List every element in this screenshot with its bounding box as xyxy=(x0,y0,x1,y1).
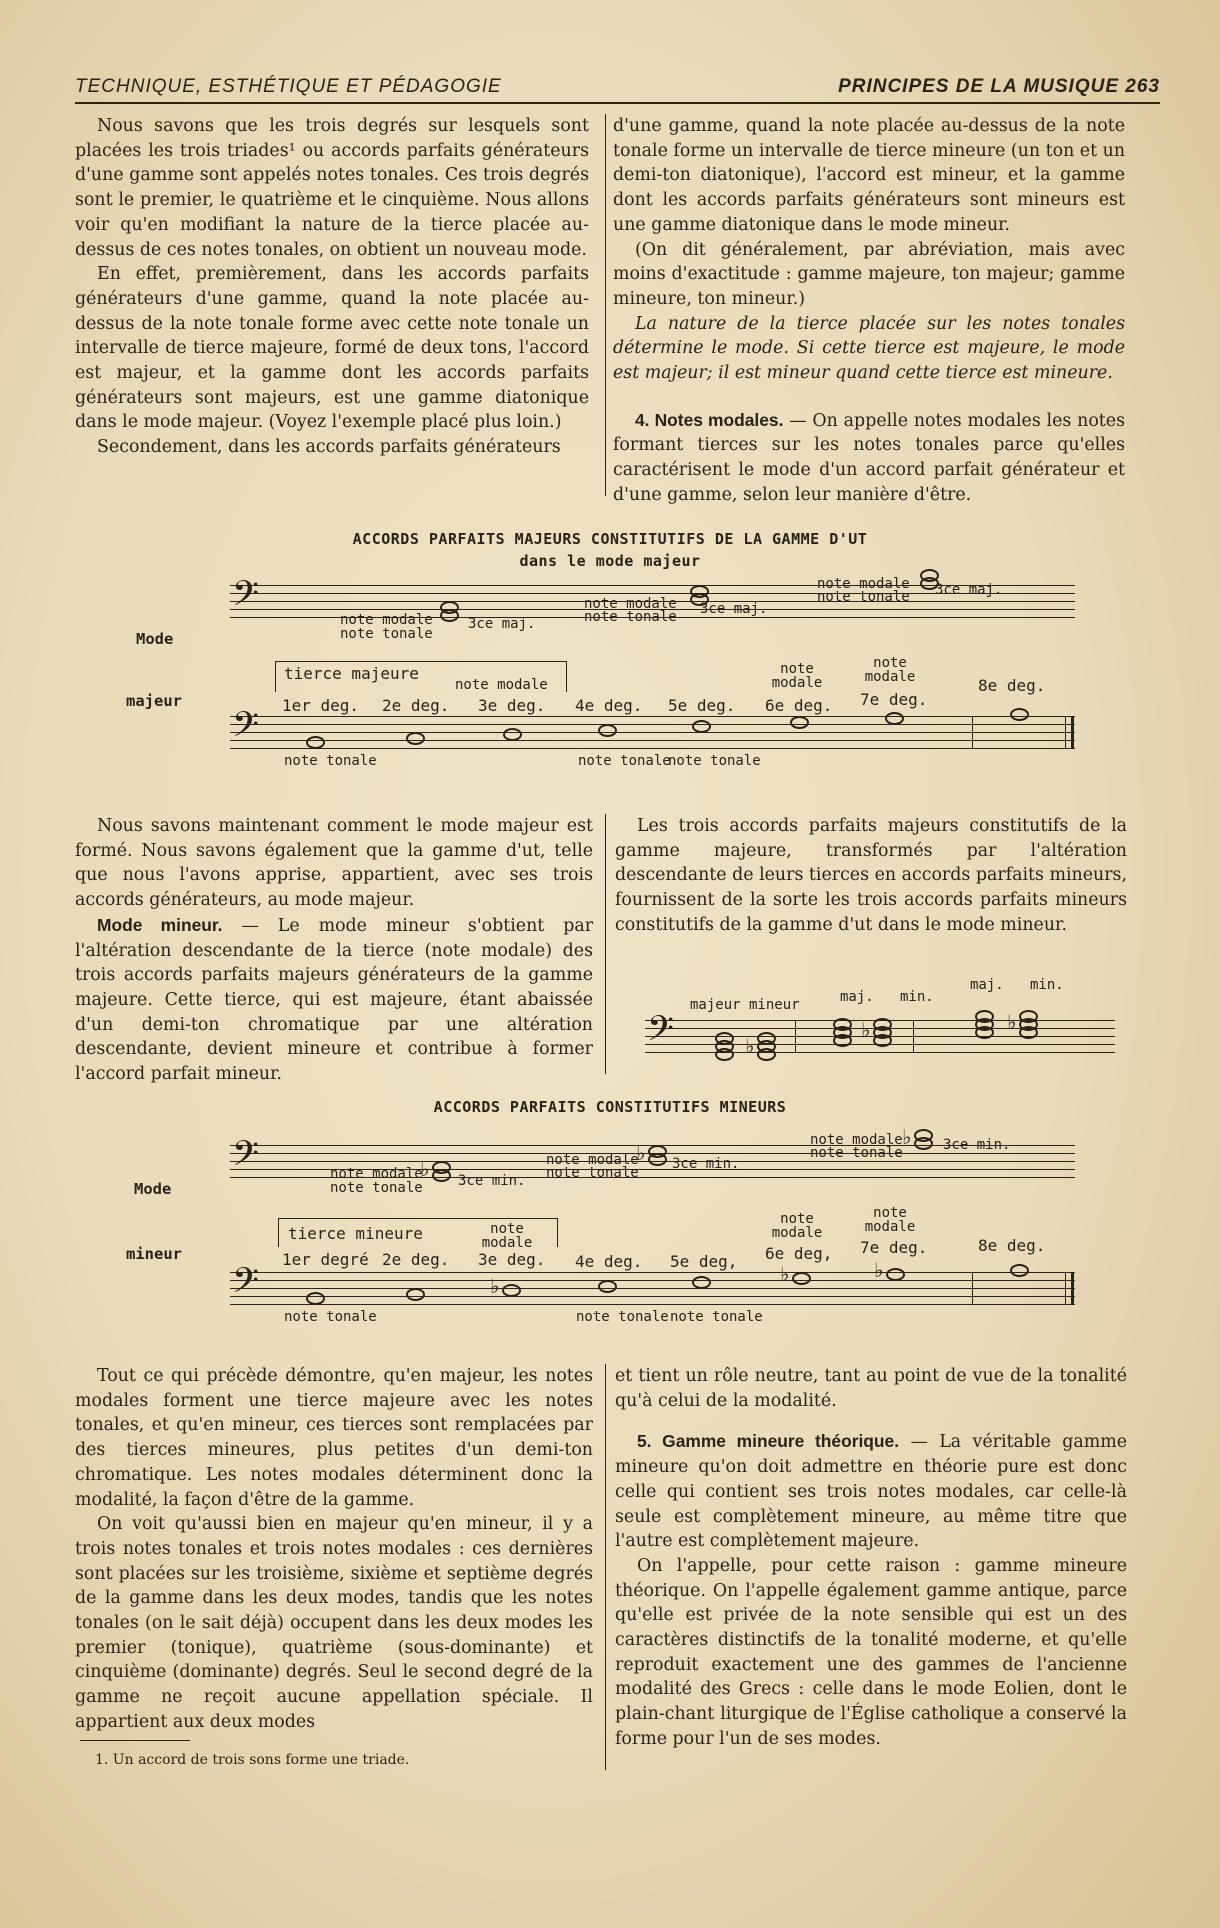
degree-label: 1er degré xyxy=(282,1250,369,1269)
flat-icon: ♭ xyxy=(420,1157,430,1181)
paragraph: (On dit généralement, par abréviation, mais avec moins d'exactitude : gamme majeure, ton majeur; gamme mineure, ton mineur.) xyxy=(613,239,1125,309)
chord-note xyxy=(920,569,939,582)
note-tonale-label: note tonale xyxy=(817,589,910,605)
scale-note xyxy=(1010,1264,1029,1277)
note-tonale-label xyxy=(668,754,761,768)
note-modale-label: note modale xyxy=(810,1132,903,1148)
paragraph: On l'appelle, pour cette raison : gamme mineure théorique. On l'appelle également gamme antique, parce qu'elle est privée de la note sensible qui est un des caractères distinctifs de la tonalité moderne, et qu'elle reproduit exactement une des gammes de l'ancienne modalité des Grecs : celle dans le mode Eolien, dont le plain-chant liturgique de l'Église catholique a conservé la forme pour l'un de ses modes. xyxy=(615,1555,1127,1749)
chord-note xyxy=(914,1129,933,1142)
column-divider xyxy=(605,1364,606,1770)
degree-label: 4e deg. xyxy=(575,1252,643,1271)
scale-note xyxy=(598,724,617,737)
barline xyxy=(972,1272,973,1304)
note-modale-label: note modale xyxy=(330,1166,423,1182)
note-modale-label: note modale xyxy=(771,1211,823,1241)
section-heading: Mode mineur. xyxy=(97,914,223,935)
flat-icon: ♭ xyxy=(861,1018,871,1042)
note-tonale-text: note tonale xyxy=(578,753,671,769)
mode-label: Mode xyxy=(136,630,174,648)
degree-label: 6e deg, xyxy=(765,1244,833,1263)
barline xyxy=(795,1020,796,1052)
paragraph: — La véritable gamme mineure qu'on doit admettre en théorie pure est donc celle qui contient ses trois notes modales, car celle-là seule est complètement mineure, au même titre que l'autre est complètement majeure. xyxy=(615,1432,1128,1552)
column-divider xyxy=(605,814,606,1074)
note-tonale-label: note tonale xyxy=(330,1180,423,1196)
note-modale-label: note modale xyxy=(546,1152,639,1168)
degree-label: 3e deg. xyxy=(478,1250,546,1269)
bass-clef-icon: 𝄢 xyxy=(232,573,260,622)
scale-note xyxy=(885,712,904,725)
scale-note xyxy=(306,1292,325,1305)
paragraph: Secondement, dans les accords parfaits générateurs xyxy=(97,437,561,458)
paragraph: Tout ce qui précède démontre, qu'en majeur, les notes modales forment une tierce majeure avec les notes tonales, et qu'en mineur, ces tierces sont remplacées par des tierces mineures, plus petites d'un demi-ton chromatique. Les notes modales déterminent donc la modalité, la façon d'être de la gamme. xyxy=(75,1366,593,1510)
degree-label: 8e deg. xyxy=(978,1236,1046,1255)
example-2-title: ACCORDS PARFAITS CONSTITUTIFS MINEURS xyxy=(433,1098,787,1116)
flat-icon: ♭ xyxy=(636,1141,646,1165)
final-barline xyxy=(1071,716,1074,748)
chord-label: min. xyxy=(900,989,934,1005)
scale-note xyxy=(406,1288,425,1301)
mode-label: Mode xyxy=(134,1180,172,1198)
scale-note xyxy=(502,1284,521,1297)
paragraph: — On appelle notes modales les notes formant tierces sur les notes tonales parce qu'elles caractérisent le mode d'un accord parfait générateur et d'une gamme, selon leur manière d'être. xyxy=(613,410,1126,505)
example-1-title: ACCORDS PARFAITS MAJEURS CONSTITUTIFS DE LA GAMME D'UT xyxy=(352,530,868,548)
staff-major-minor-chords xyxy=(645,1008,1115,1062)
page-number: 263 xyxy=(1125,76,1160,97)
note-tonale-label xyxy=(284,1310,377,1324)
degree-label: 7e deg. xyxy=(860,690,928,709)
note-modale-label: note modale xyxy=(864,655,916,685)
third-label: 3ce maj. xyxy=(935,582,1003,598)
section-heading: 4. Notes modales. xyxy=(635,409,784,430)
note-tonale-text: note tonale xyxy=(576,1309,669,1325)
bass-clef-icon: 𝄢 xyxy=(232,704,260,753)
chord-note xyxy=(690,585,709,598)
mode-label: majeur xyxy=(126,692,182,710)
barline xyxy=(1065,1272,1066,1304)
paragraph: et tient un rôle neutre, tant au point de vue de la tonalité qu'à celui de la modalité. xyxy=(615,1366,1127,1411)
chord-note xyxy=(432,1161,451,1174)
chord-note xyxy=(440,601,459,614)
note-tonale-text: note tonale xyxy=(284,1309,377,1325)
third-label: 3ce maj. xyxy=(700,601,768,617)
flat-icon: ♭ xyxy=(490,1274,500,1298)
degree-label: 5e deg, xyxy=(670,1252,738,1271)
scale-note xyxy=(503,728,522,741)
third-label: 3ce min. xyxy=(943,1137,1011,1153)
third-label: 3ce min. xyxy=(458,1173,526,1189)
third-label: 3ce min. xyxy=(672,1156,740,1172)
paragraph: La nature de la tierce placée sur les notes tonales détermine le mode. Si cette tierce est majeure, le mode est majeur; il est mineur quand cette tierce est mineure. xyxy=(613,313,1125,384)
paragraph: En effet, premièrement, dans les accords parfaits générateurs d'une gamme, quand la note placée au-dessus de la note tonale forme avec cette note tonale un intervalle de tierce majeure, formé de deux tons, l'accord est majeur, et la gamme dont les accords parfaits générateurs sont majeurs, est une gamme diatonique dans le mode majeur. (Voyez l'exemple placé plus loin.) xyxy=(75,264,589,433)
degree-label: 8e deg. xyxy=(978,676,1046,695)
third-label: 3ce maj. xyxy=(468,616,536,632)
note-tonale-label: note tonale xyxy=(584,609,677,625)
mode-label: mineur xyxy=(126,1245,182,1263)
paragraph: — Le mode mineur s'obtient par l'altération descendante de la tierce (note modale) des trois accords parfaits majeurs générateurs de la gamme majeure. Cette tierce, qui est majeure, étant abaissée d'un demi-ton chromatique par une altération descendante, devient mineure et contribue à former l'accord parfait mineur. xyxy=(75,915,594,1085)
note-tonale-label xyxy=(670,1310,763,1324)
scale-note xyxy=(886,1268,905,1281)
note-tonale-text: note tonale xyxy=(670,1309,763,1325)
barline xyxy=(1065,716,1066,748)
header-right xyxy=(838,76,1160,98)
header-left: TECHNIQUE, ESTHÉTIQUE ET PÉDAGOGIE xyxy=(75,76,502,97)
tierce-label: tierce majeure xyxy=(284,664,419,683)
flat-icon: ♭ xyxy=(874,1258,884,1282)
example-1-subtitle: dans le mode majeur xyxy=(519,552,701,570)
chord-note xyxy=(648,1145,667,1158)
section-5 xyxy=(615,1429,1127,1554)
degree-label: 5e deg. xyxy=(668,696,736,715)
chord-label: majeur mineur xyxy=(690,997,800,1013)
top-right-column xyxy=(613,114,1125,508)
bottom-left-column xyxy=(75,1364,593,1735)
scale-note xyxy=(792,1272,811,1285)
flat-icon: ♭ xyxy=(745,1034,755,1058)
section-4 xyxy=(613,408,1125,508)
degree-label: 2e deg. xyxy=(382,696,450,715)
note-tonale-label: note tonale xyxy=(810,1145,903,1161)
header-rule xyxy=(75,102,1160,104)
flat-icon: ♭ xyxy=(1007,1010,1017,1034)
barline xyxy=(913,1020,914,1052)
mode-mineur-paragraph xyxy=(75,913,593,1087)
top-left-column xyxy=(75,114,589,460)
header-right-title: PRINCIPES DE LA MUSIQUE xyxy=(838,76,1120,97)
footnote-rule xyxy=(80,1740,190,1741)
footnote: 1. Un accord de trois sons forme une triade. xyxy=(95,1752,410,1768)
tierce-label: tierce mineure xyxy=(288,1224,423,1243)
flat-icon: ♭ xyxy=(902,1125,912,1149)
note-modale-label: note modale xyxy=(817,576,910,592)
chord-label: min. xyxy=(1030,977,1064,993)
chord-note xyxy=(715,1032,734,1045)
chord-note xyxy=(975,1010,994,1023)
chord-note xyxy=(873,1018,892,1031)
note-tonale-label: note tonale xyxy=(340,626,433,642)
column-divider xyxy=(605,114,606,496)
scale-note xyxy=(306,736,325,749)
note-tonale-label xyxy=(578,754,671,768)
chord-note xyxy=(1019,1010,1038,1023)
paragraph: Nous savons maintenant comment le mode majeur est formé. Nous savons également que la gamme d'ut, telle que nous l'avons apprise, appartient, avec ses trois accords générateurs, au mode majeur. xyxy=(75,816,593,911)
note-modale-label: note modale xyxy=(340,612,433,628)
note-tonale-text: note tonale xyxy=(284,753,377,769)
paragraph: Les trois accords parfaits majeurs constitutifs de la gamme majeure, transformés par l'altération descendante de leurs tierces en accords parfaits mineurs, fournissent de la sorte les trois accords parfaits mineurs constitutifs de la gamme d'ut dans le mode mineur. xyxy=(615,816,1127,935)
note-modale-label: note modale xyxy=(481,1221,533,1251)
note-modale-label: note modale xyxy=(864,1205,916,1235)
bass-clef-icon: 𝄢 xyxy=(232,1260,260,1309)
degree-label: 2e deg. xyxy=(382,1250,450,1269)
bass-clef-icon: 𝄢 xyxy=(232,1133,260,1182)
degree-label: 3e deg. xyxy=(478,696,546,715)
note-modale-label: note modale xyxy=(584,596,677,612)
bass-clef-icon: 𝄢 xyxy=(647,1008,675,1057)
note-tonale-label: note tonale xyxy=(546,1165,639,1181)
note-tonale-label xyxy=(284,754,377,768)
chord-label: maj. xyxy=(970,977,1004,993)
chord-note xyxy=(757,1032,776,1045)
scale-note xyxy=(598,1280,617,1293)
scale-note xyxy=(692,720,711,733)
chord-label: maj. xyxy=(840,989,874,1005)
section-heading: 5. Gamme mineure théorique. xyxy=(637,1431,900,1452)
bottom-right-column xyxy=(615,1364,1127,1752)
barline xyxy=(972,716,973,748)
paragraph: On voit qu'aussi bien en majeur qu'en mineur, il y a trois notes tonales et trois notes modales : ces dernières sont placées sur les troisième, sixième et septième degrés de la gamme dans les deux modes, tandis que les notes tonales (on le sait déjà) occupent dans les deux modes les premier (tonique), quatrième (sous-dominante) et cinquième (dominante) degrés. Seul le second degré de la gamme ne reçoit aucune appellation spéciale. Il appartient aux deux modes xyxy=(75,1514,593,1732)
scale-note xyxy=(790,716,809,729)
degree-label: 1er deg. xyxy=(282,696,360,715)
chord-note xyxy=(833,1018,852,1031)
middle-right-column xyxy=(615,814,1127,938)
scale-note xyxy=(406,732,425,745)
flat-icon: ♭ xyxy=(780,1262,790,1286)
note-tonale-text: note tonale xyxy=(668,753,761,769)
degree-label: 6e deg. xyxy=(765,696,833,715)
paragraph: d'une gamme, quand la note placée au-dessus de la note tonale forme un intervalle de tierce mineure (un ton et un demi-ton diatonique), l'accord est mineur, et la gamme dont les accords parfaits générateurs sont mineurs est une gamme diatonique dans le mode mineur. xyxy=(613,116,1126,235)
note-modale-label: note modale xyxy=(771,661,823,691)
final-barline xyxy=(1071,1272,1074,1304)
scale-note xyxy=(692,1276,711,1289)
degree-label: 4e deg. xyxy=(575,696,643,715)
note-modale-label: note modale xyxy=(455,677,548,693)
degree-label: 7e deg. xyxy=(860,1238,928,1257)
paragraph: Nous savons que les trois degrés sur lesquels sont placées les trois triades¹ ou accords parfaits générateurs d'une gamme sont appelés notes tonales. Ces trois degrés sont le premier, le quatrième et le cinquième. Nous allons voir qu'en modifiant la nature de la tierce placée au-dessus de ces notes tonales, on obtient un nouveau mode. xyxy=(75,116,589,260)
scale-note xyxy=(1010,708,1029,721)
note-tonale-label xyxy=(576,1310,669,1324)
middle-left-column xyxy=(75,814,593,1087)
